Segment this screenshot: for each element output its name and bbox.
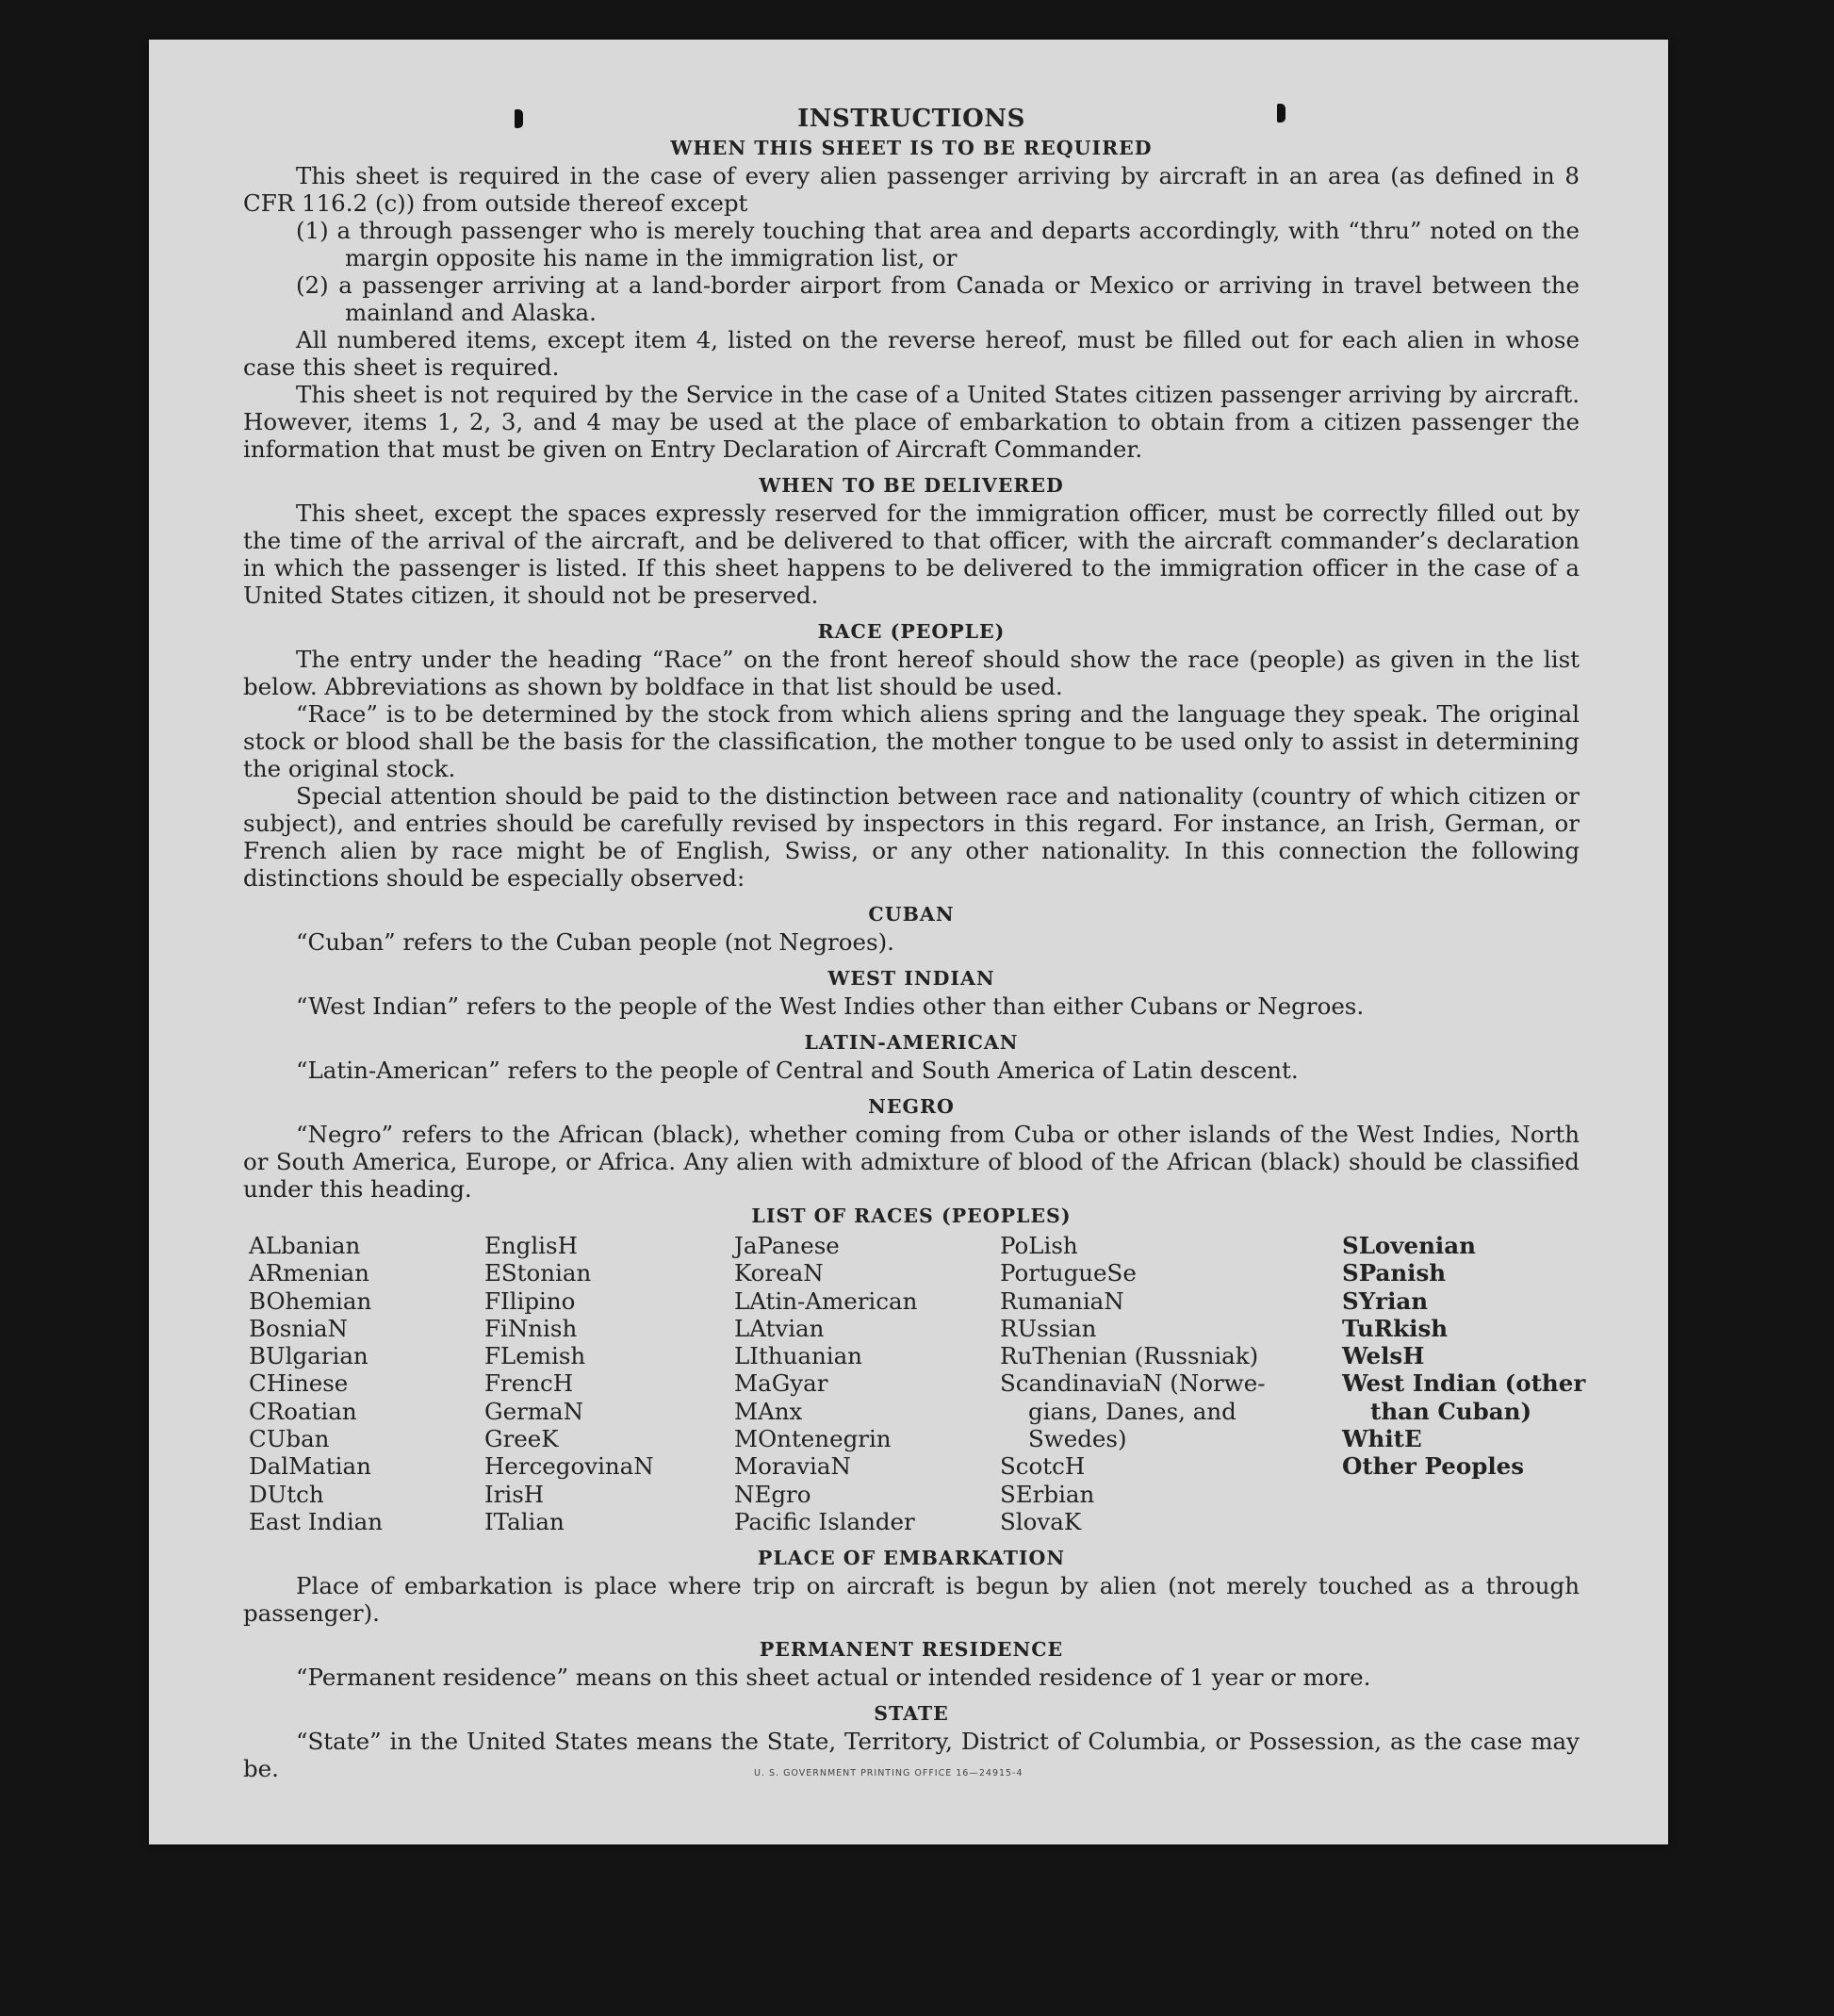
page-title: INSTRUCTIONS: [797, 105, 1025, 133]
list-item-exception-1: (1) a through passenger who is merely touching that area and departs accordingly, with “thru” noted on the margin opposite his name in the immigration list, or: [296, 217, 1580, 271]
para-race-entry: The entry under the heading “Race” on the front hereof should show the race (people) as given in the list below. Abbreviations as shown by boldface in that list should be used.: [243, 646, 1580, 700]
para-cuban: “Cuban” refers to the Cuban people (not Negroes).: [296, 928, 894, 956]
race-item-continuation: than Cuban): [1370, 1397, 1532, 1425]
race-item: Other Peoples: [1342, 1452, 1525, 1481]
list-item-exception-2: (2) a passenger arriving at a land-border airport from Canada or Mexico or arriving in travel between the mainland and Alaska.: [296, 271, 1580, 326]
para-numbered-items: All numbered items, except item 4, listed on the reverse hereof, must be filled out for each alien in whose case this sheet is required.: [243, 326, 1580, 381]
races-column-5: [1342, 1232, 1586, 1535]
race-item: DalMatian: [249, 1452, 371, 1481]
race-item: RuThenian (Russniak): [1000, 1342, 1259, 1370]
heading-cuban: CUBAN: [868, 903, 955, 926]
race-item: TuRkish: [1342, 1314, 1449, 1342]
race-item: KoreaN: [734, 1259, 824, 1287]
para-race-determination: “Race” is to be determined by the stock from which aliens spring and the language they speak. The original stock or blood shall be the basis for the classification, the mother tongue to be used only to assist in determining the original stock.: [243, 700, 1580, 782]
race-item: NEgro: [734, 1480, 811, 1508]
race-item: WelsH: [1342, 1342, 1425, 1370]
race-item: JaPanese: [734, 1232, 840, 1259]
race-item: Pacific Islander: [734, 1507, 915, 1535]
race-item: LAtin-American: [734, 1287, 918, 1315]
race-item: FLemish: [484, 1342, 586, 1370]
instructions-content: [243, 105, 1586, 1783]
race-item: East Indian: [249, 1507, 384, 1535]
race-item: MOntenegrin: [734, 1425, 892, 1453]
race-item: IrisH: [484, 1480, 545, 1508]
race-item: SYrian: [1342, 1287, 1429, 1315]
heading-latin-american: LATIN-AMERICAN: [804, 1031, 1019, 1054]
heading-list-of-races: LIST OF RACES (PEOPLES): [751, 1205, 1072, 1227]
printer-imprint: U. S. GOVERNMENT PRINTING OFFICE 16—24915-4: [754, 1768, 1023, 1778]
race-item: SLovenian: [1342, 1232, 1476, 1259]
para-permanent-residence: “Permanent residence” means on this sheet actual or intended residence of 1 year or more.: [296, 1664, 1371, 1692]
race-item: FiNnish: [484, 1314, 578, 1342]
para-citizen-passenger: This sheet is not required by the Service in the case of a United States citizen passenger arriving by aircraft. However, items 1, 2, 3, and 4 may be used at the place of embarkation to obtain from a citizen passenger the information that must be given on Entry Declaration of Aircraft Commander.: [243, 381, 1580, 463]
race-item: PoLish: [1000, 1232, 1078, 1259]
para-race-nationality: Special attention should be paid to the distinction between race and nationality (country of which citizen or subject), and entries should be carefully revised by inspectors in this regard. For instance, an Irish, German, or French alien by race might be of English, Swiss, or any other nationality. In this connection the following distinctions should be especially observed:: [243, 782, 1580, 892]
heading-permanent-residence: PERMANENT RESIDENCE: [759, 1638, 1064, 1662]
para-delivery: This sheet, except the spaces expressly reserved for the immigration officer, must be correctly filled out by the time of the arrival of the aircraft, and be delivered to that officer, with the aircraft commander’s declaration in which the passenger is listed. If this sheet happens to be delivered to the immigration officer in the case of a United States citizen, it should not be preserved.: [243, 500, 1580, 609]
race-item: West Indian (other: [1342, 1369, 1586, 1398]
race-item: PortugueSe: [1000, 1259, 1137, 1287]
race-item: BosniaN: [249, 1314, 348, 1342]
para-latin-american: “Latin-American” refers to the people of Central and South America of Latin descent.: [296, 1057, 1299, 1084]
race-item: FIlipino: [484, 1287, 576, 1315]
race-item: LIthuanian: [734, 1342, 862, 1370]
race-item: MaGyar: [734, 1369, 828, 1398]
race-item: MoraviaN: [734, 1452, 851, 1481]
para-embarkation: Place of embarkation is place where trip on aircraft is begun by alien (not merely touched as a through passenger).: [243, 1572, 1580, 1628]
heading-race: RACE (PEOPLE): [817, 620, 1006, 643]
race-item: EnglisH: [484, 1232, 578, 1259]
race-item: RUssian: [1000, 1314, 1097, 1342]
race-item: ALbanian: [249, 1232, 361, 1259]
race-item: LAtvian: [734, 1314, 825, 1342]
race-item-continuation: Swedes): [1028, 1425, 1127, 1453]
race-item: HercegovinaN: [484, 1452, 654, 1481]
heading-when-required: WHEN THIS SHEET IS TO BE REQUIRED: [670, 137, 1153, 159]
race-item: SlovaK: [1000, 1507, 1082, 1535]
race-item: RumaniaN: [1000, 1287, 1124, 1315]
race-item: SErbian: [1000, 1480, 1095, 1508]
race-item: BOhemian: [249, 1287, 372, 1315]
race-item: GreeK: [484, 1425, 559, 1453]
race-item: ITalian: [484, 1507, 565, 1535]
race-item: DUtch: [249, 1480, 324, 1508]
race-item: CHinese: [249, 1369, 349, 1398]
race-item: MAnx: [734, 1397, 803, 1425]
race-item-continuation: gians, Danes, and: [1028, 1397, 1236, 1425]
races-column-1: [249, 1232, 484, 1535]
para-west-indian: “West Indian” refers to the people of the West Indies other than either Cubans or Negroes.: [296, 992, 1365, 1020]
race-item: ScandinaviaN (Norwe-: [1000, 1369, 1266, 1398]
races-list: [249, 1232, 1586, 1535]
race-item: FrencH: [484, 1369, 574, 1398]
races-column-4: [1000, 1232, 1342, 1535]
races-column-2: [484, 1232, 734, 1535]
para-negro: “Negro” refers to the African (black), whether coming from Cuba or other islands of the West Indies, North or South America, Europe, or Africa. Any alien with admixture of blood of the African (black) should be classified under this heading.: [243, 1121, 1580, 1203]
race-item: GermaN: [484, 1397, 584, 1425]
race-item: ARmenian: [249, 1259, 369, 1287]
race-item: WhitE: [1342, 1425, 1422, 1453]
heading-west-indian: WEST INDIAN: [827, 967, 995, 990]
race-item: CUban: [249, 1425, 330, 1453]
heading-state: STATE: [874, 1702, 949, 1726]
heading-when-delivered: WHEN TO BE DELIVERED: [759, 474, 1064, 497]
para-state: “State” in the United States means the State, Territory, District of Columbia, or Possession, as the case may be.: [243, 1728, 1580, 1783]
heading-place-of-embarkation: PLACE OF EMBARKATION: [757, 1547, 1066, 1570]
races-column-3: [734, 1232, 1000, 1535]
race-item: BUlgarian: [249, 1342, 368, 1370]
race-item: CRoatian: [249, 1397, 357, 1425]
race-item: ScotcH: [1000, 1452, 1086, 1481]
heading-negro: NEGRO: [868, 1095, 955, 1118]
para-required-intro: This sheet is required in the case of every alien passenger arriving by aircraft in an area (as defined in 8 CFR 116.2 (c)) from outside thereof except: [243, 162, 1580, 217]
race-item: EStonian: [484, 1259, 592, 1287]
race-item: SPanish: [1342, 1259, 1447, 1287]
